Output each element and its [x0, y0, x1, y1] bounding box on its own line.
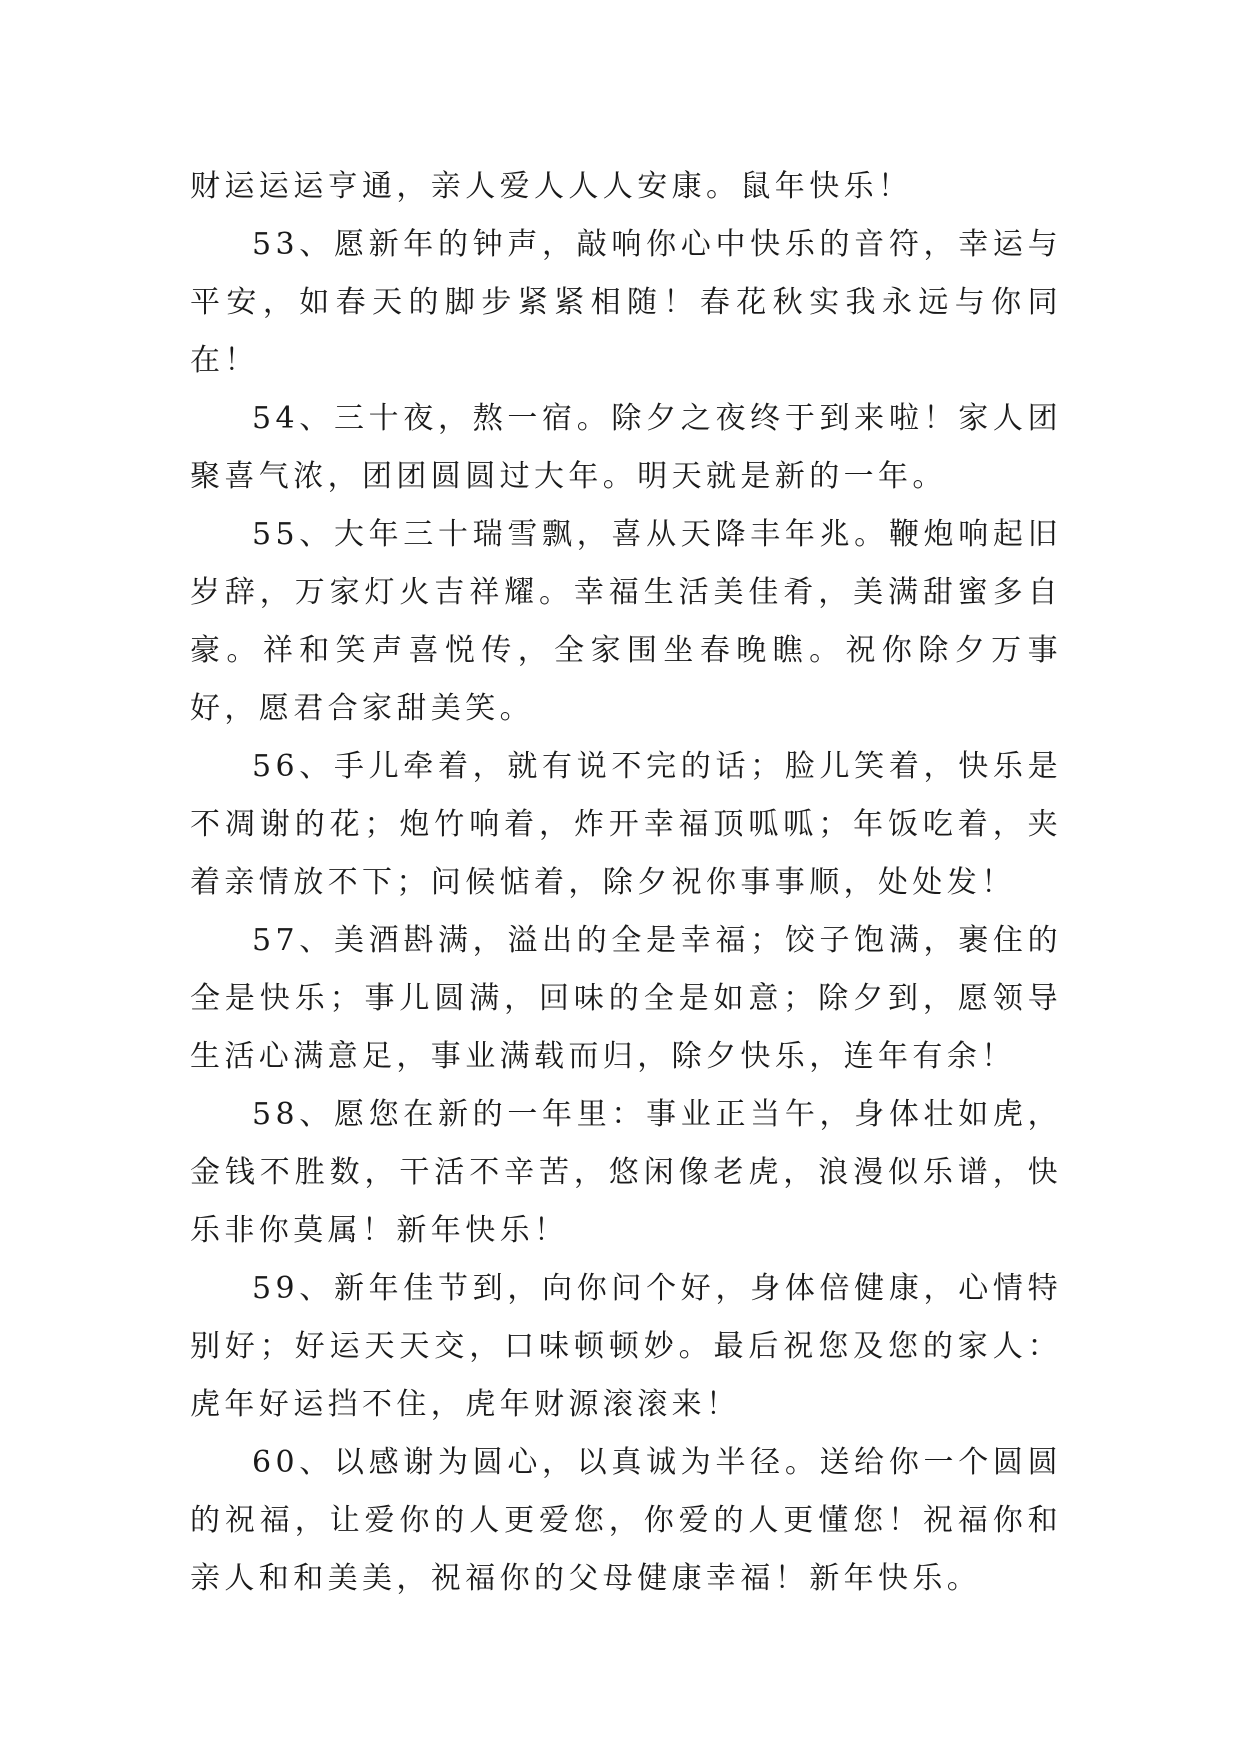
paragraph-57: 57、美酒斟满，溢出的全是幸福；饺子饱满，裹住的全是快乐；事儿圆满，回味的全是如意；除夕到，愿领导生活心满意足，事业满载而归，除夕快乐，连年有余！ [190, 923, 1062, 1074]
body-text [190, 158, 1062, 1608]
paragraph-continuation: 财运运运亨通，亲人爱人人人安康。鼠年快乐！ [190, 169, 913, 204]
paragraph-56: 56、手儿牵着，就有说不完的话；脸儿笑着，快乐是不凋谢的花；炮竹响着，炸开幸福顶呱呱；年饭吃着，夹着亲情放不下；问候惦着，除夕祝你事事顺，处处发！ [190, 749, 1062, 900]
paragraph-60: 60、以感谢为圆心，以真诚为半径。送给你一个圆圆的祝福，让爱你的人更爱您，你爱的人更懂您！祝福你和亲人和和美美，祝福你的父母健康幸福！新年快乐。 [190, 1445, 1062, 1596]
paragraph-55: 55、大年三十瑞雪飘，喜从天降丰年兆。鞭炮响起旧岁辞，万家灯火吉祥耀。幸福生活美佳肴，美满甜蜜多自豪。祥和笑声喜悦传，全家围坐春晚瞧。祝你除夕万事好，愿君合家甜美笑。 [190, 517, 1062, 726]
paragraph-54: 54、三十夜，熬一宿。除夕之夜终于到来啦！家人团聚喜气浓，团团圆圆过大年。明天就是新的一年。 [190, 401, 1062, 494]
paragraph-59: 59、新年佳节到，向你问个好，身体倍健康，心情特别好；好运天天交，口味顿顿妙。最后祝您及您的家人：虎年好运挡不住，虎年财源滚滚来！ [190, 1271, 1062, 1422]
paragraph-53: 53、愿新年的钟声，敲响你心中快乐的音符，幸运与平安，如春天的脚步紧紧相随！春花秋实我永远与你同在！ [190, 227, 1062, 378]
paragraph-58: 58、愿您在新的一年里：事业正当午，身体壮如虎，金钱不胜数，干活不辛苦，悠闲像老虎，浪漫似乐谱，快乐非你莫属！新年快乐！ [190, 1097, 1062, 1248]
